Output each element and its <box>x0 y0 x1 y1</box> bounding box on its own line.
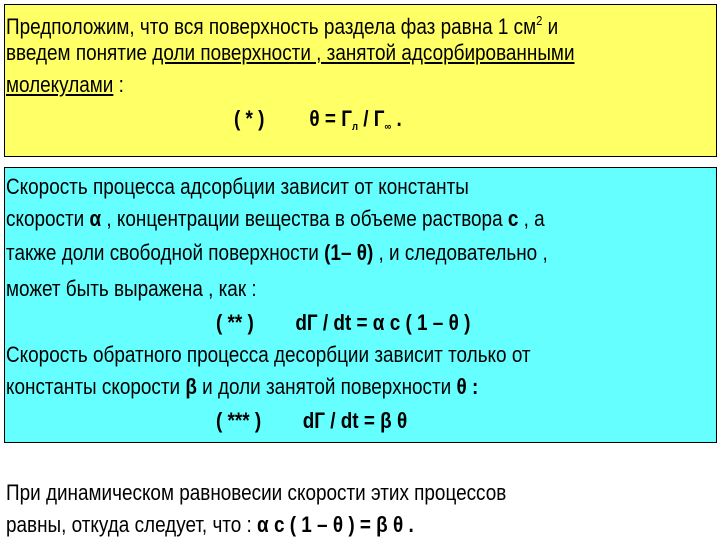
alpha-symbol: α <box>89 206 102 231</box>
box1-line3 <box>6 72 615 98</box>
formula-2 <box>216 310 470 336</box>
box2-line3-text: также доли свободной поверхности <box>6 240 325 265</box>
beta-symbol: β <box>185 374 197 399</box>
formula-1-end: . <box>391 106 402 131</box>
formula-3-expression: dГ / dt = β θ <box>302 408 408 433</box>
box1-line3-colon: : <box>113 72 124 97</box>
box2-line6 <box>6 374 615 400</box>
box1-line2-text: введем понятие <box>6 40 153 65</box>
c-symbol: с <box>507 206 519 231</box>
formula-1-label: ( * ) <box>234 106 265 131</box>
box2-line2-end: , а <box>518 206 545 231</box>
box2-line2-text: скорости <box>6 206 90 231</box>
superscript-2: 2 <box>536 13 543 28</box>
box1-line2-underlined: доли поверхности , занятой адсорбированными <box>152 40 575 65</box>
bottom-line2 <box>6 512 615 538</box>
theta-symbol: θ <box>456 374 467 399</box>
formula-2-expression: dГ / dt = α с ( 1 – θ ) <box>295 310 471 335</box>
equilibrium-equation: α с ( 1 – θ ) = β θ . <box>257 512 414 537</box>
box2-line5: Скорость обратного процесса десорбции зависит только от <box>6 342 531 367</box>
box2-line4: может быть выражена , как : <box>6 276 257 301</box>
box2-line2 <box>6 206 615 232</box>
formula-2-label: ( ** ) <box>216 310 254 335</box>
formula-3 <box>216 408 407 434</box>
free-surface-expression: (1– θ) <box>324 240 374 265</box>
formula-1-part-b: / Г <box>357 106 385 131</box>
formula-1-sub-l: л <box>351 121 358 133</box>
box2-line6-text: константы скорости <box>6 374 186 399</box>
bottom-line2-text: равны, откуда следует, что : <box>6 512 258 537</box>
box2-line1: Скорость процесса адсорбции зависит от константы <box>6 174 469 199</box>
box1-line1-end: и <box>542 14 559 39</box>
box2-line6-end: : <box>466 374 479 399</box>
box1-line2 <box>6 40 615 66</box>
formula-3-label: ( *** ) <box>216 408 262 433</box>
formula-1-part-a: θ = Г <box>309 106 352 131</box>
formula-1-sub-inf: ∞ <box>384 121 392 133</box>
box1-line1-text: Предположим, что вся поверхность раздела фаз равна 1 см <box>6 14 537 39</box>
formula-1 <box>234 106 402 140</box>
box2-line6-mid: и доли занятой поверхности <box>196 374 457 399</box>
box2-line3 <box>6 240 615 266</box>
bottom-line1: При динамическом равновесии скорости этих процессов <box>6 480 507 505</box>
box1-line1 <box>6 8 615 40</box>
box2-line2-mid: , концентрации вещества в объеме раствора <box>101 206 508 231</box>
box1-line3-underlined: молекулами <box>6 72 114 97</box>
box2-line3-end: , и следовательно , <box>373 240 548 265</box>
